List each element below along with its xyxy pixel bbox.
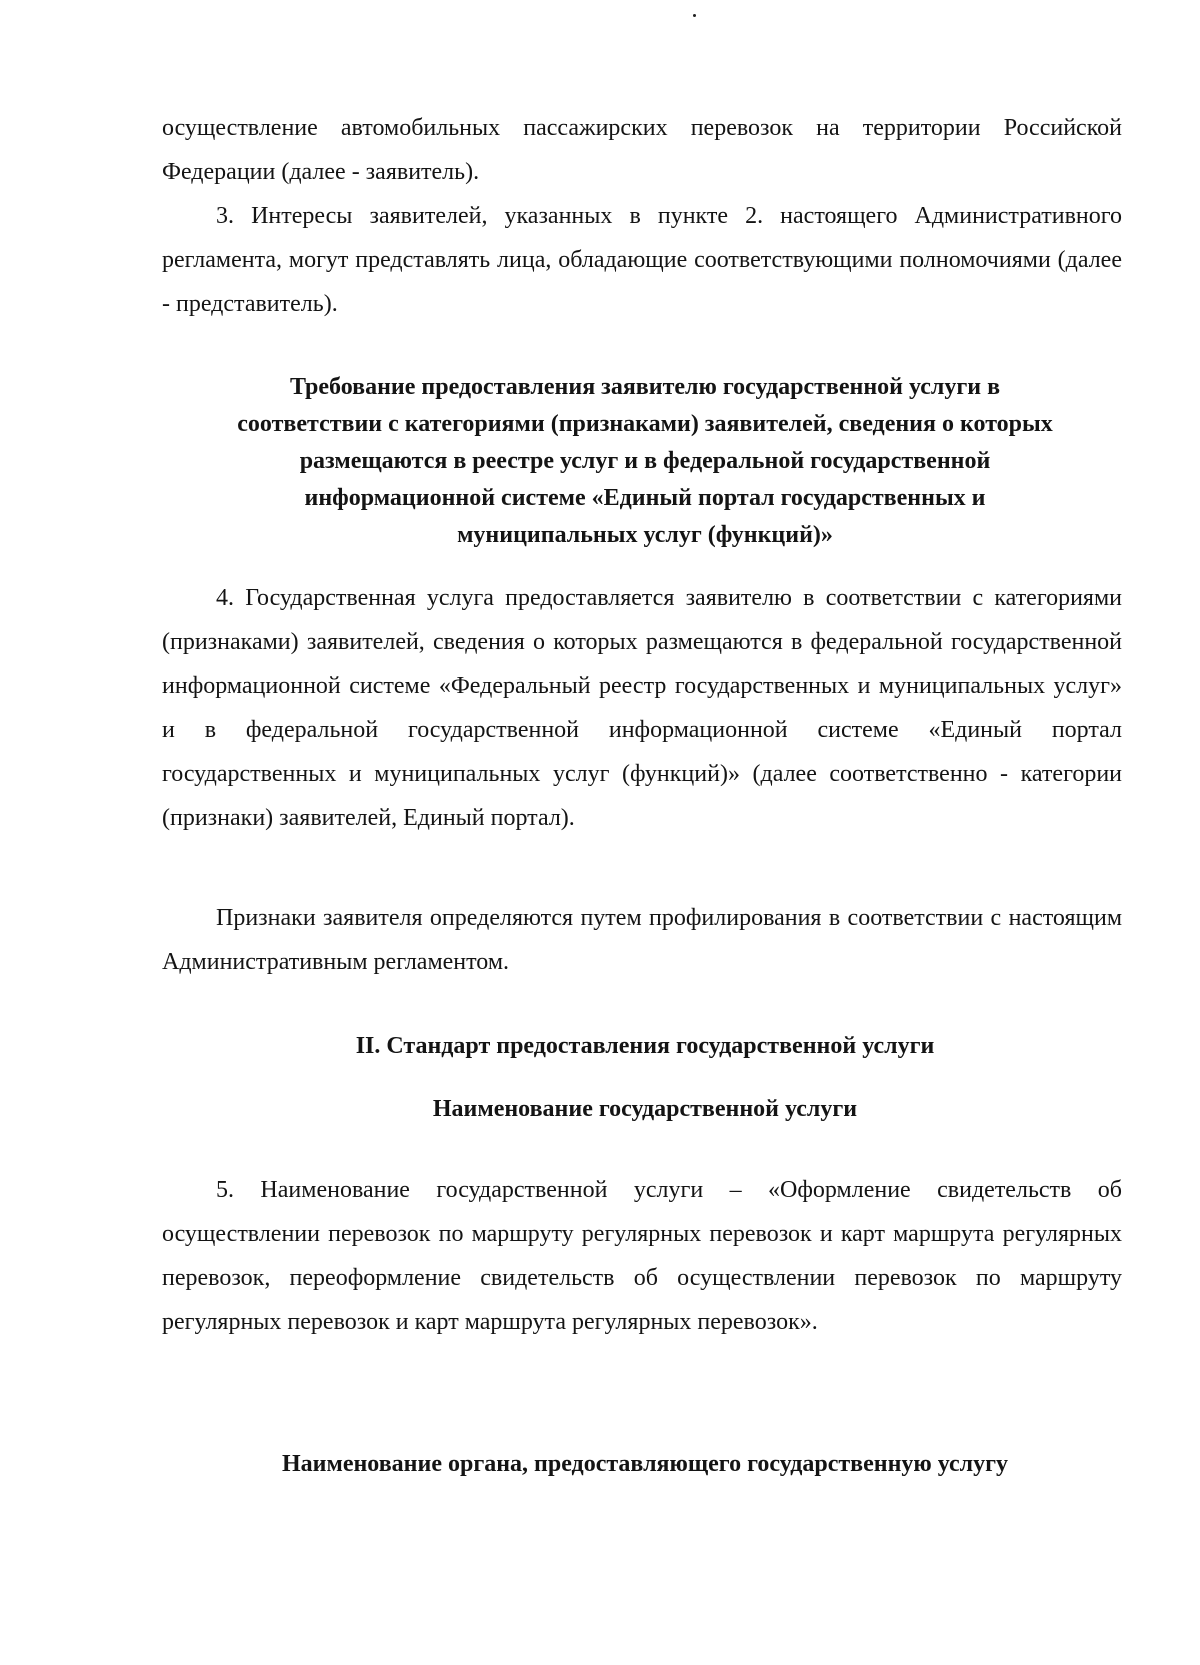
paragraph-4-features: Признаки заявителя определяются путем профилирования в соответствии с настоящим Административным регламентом. [162, 905, 1122, 975]
heading-requirement: Требование предоставления заявителю государственной услуги в соответствии с категориями (признаками) заявителей, сведения о которых размещаются в реестре услуг и в федеральной государственной информационной системе «Единый портал государственных и муниципальных услуг (функций)» [237, 374, 1053, 548]
scan-speck [693, 14, 696, 17]
paragraph-intro: осуществление автомобильных пассажирских перевозок на территории Российской Федерации (далее - заявитель). [162, 115, 1122, 185]
paragraph-5: 5. Наименование государственной услуги – «Оформление свидетельств об осуществлении перевозок по маршруту регулярных перевозок и карт маршрута регулярных перевозок, переоформление свидетельств об осуществлении перевозок по маршруту регулярных перевозок и карт маршрута регулярных перевозок». [162, 1177, 1122, 1335]
heading-service-name: Наименование государственной услуги [432, 1096, 858, 1122]
heading-section-2: II. Стандарт предоставления государственной услуги [355, 1033, 935, 1059]
paragraph-3: 3. Интересы заявителей, указанных в пункте 2. настоящего Административного регламента, могут представлять лица, обладающие соответствующими полномочиями (далее - представитель). [162, 203, 1122, 317]
heading-authority: Наименование органа, предоставляющего государственную услугу [281, 1451, 1009, 1477]
paragraph-4: 4. Государственная услуга предоставляется заявителю в соответствии с категориями (признаками) заявителей, сведения о которых размещаются в федеральной государственной информационной системе «Федеральный реестр государственных и муниципальных услуг» и в федеральной государственной информационной системе «Единый портал государственных и муниципальных услуг (функций)» (далее соответственно - категории (признаки) заявителей, Единый портал). [162, 585, 1122, 831]
